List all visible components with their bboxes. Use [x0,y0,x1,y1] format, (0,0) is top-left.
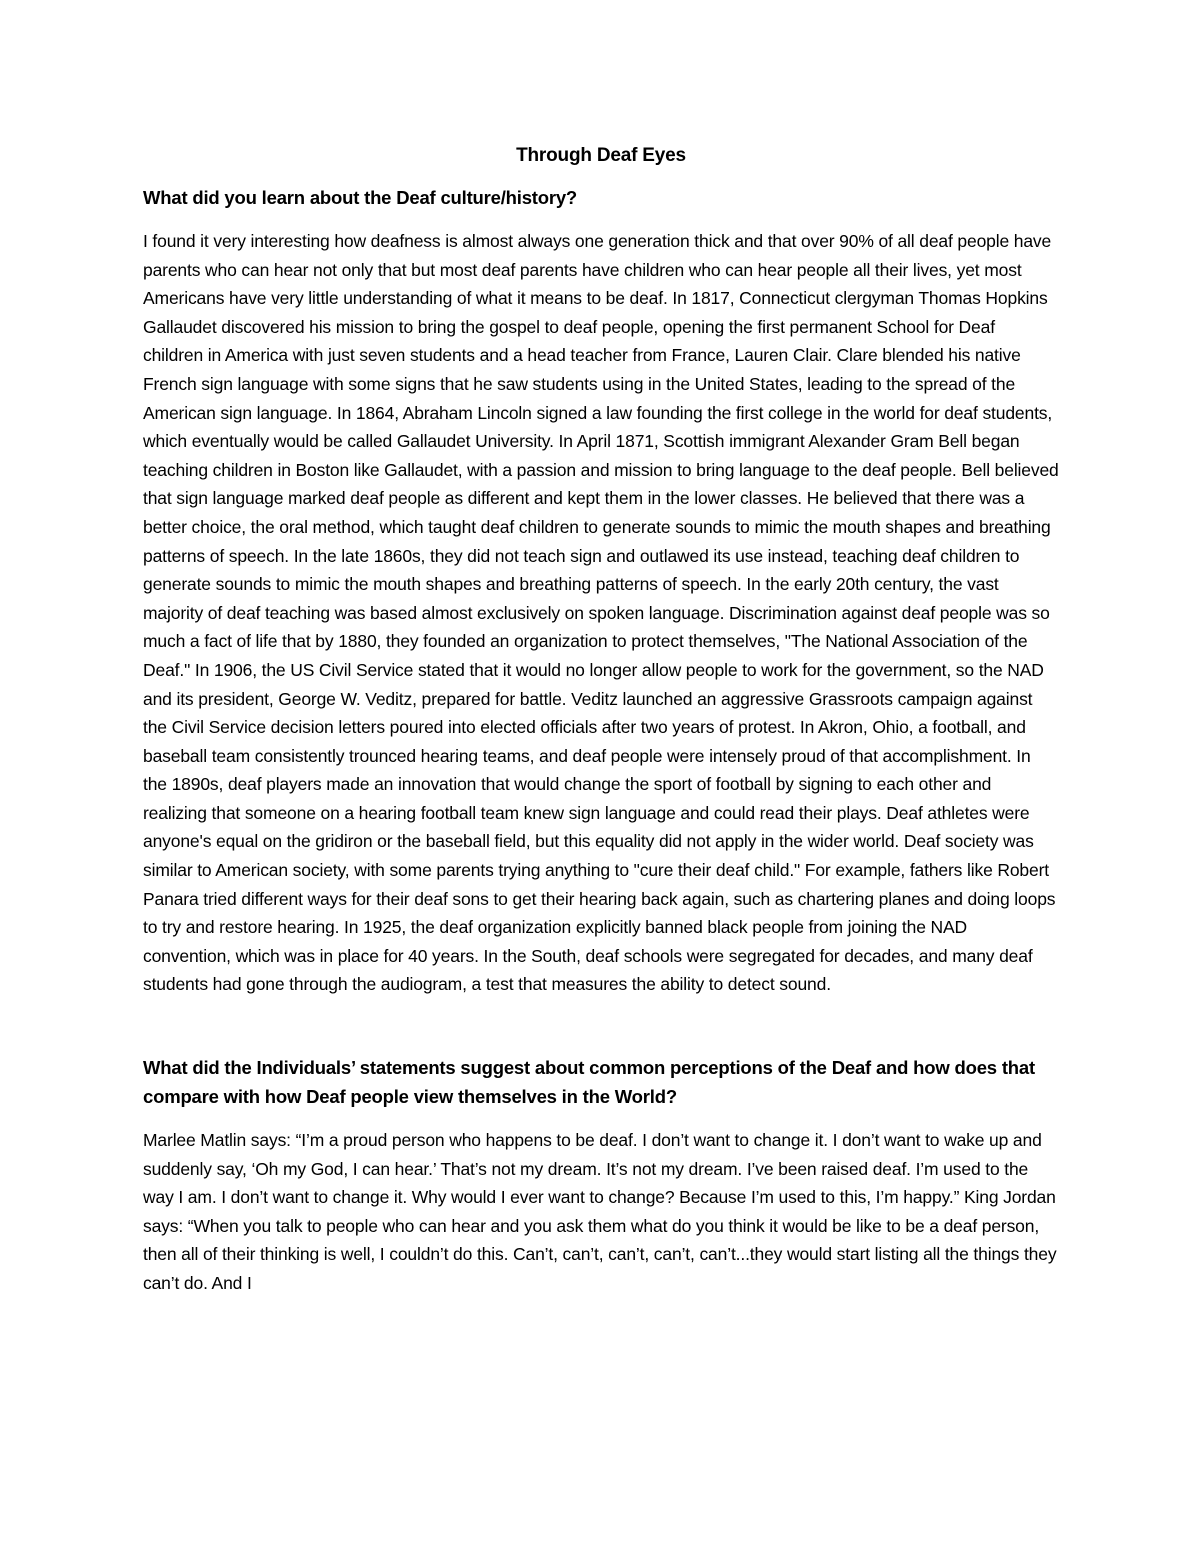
question-heading-1: What did you learn about the Deaf culture/history? [143,187,578,208]
answer-paragraph-1: I found it very interesting how deafness is almost always one generation thick and that over 90% of all deaf people have parents who can hear not only that but most deaf parents have children who can hear people all their lives, yet most Americans have very little understanding of what it means to be deaf. In 1817, Connecticut clergyman Thomas Hopkins Gallaudet discovered his mission to bring the gospel to deaf people, opening the first permanent School for Deaf children in America with just seven students and a head teacher from France, Lauren Clair. Clare blended his native French sign language with some signs that he saw students using in the United States, leading to the spread of the American sign language. In 1864, Abraham Lincoln signed a law founding the first college in the world for deaf students, which eventually would be called Gallaudet University. In April 1871, Scottish immigrant Alexander Gram Bell began teaching children in Boston like Gallaudet, with a passion and mission to bring language to the deaf people. Bell believed that sign language marked deaf people as different and kept them in the lower classes. He believed that there was a better choice, the oral method, which taught deaf children to generate sounds to mimic the mouth shapes and breathing patterns of speech. In the late 1860s, they did not teach sign and outlawed its use instead, teaching deaf children to generate sounds to mimic the mouth shapes and breathing patterns of speech. In the early 20th century, the vast majority of deaf teaching was based almost exclusively on spoken language. Discrimination against deaf people was so much a fact of life that by 1880, they founded an organization to protect themselves, "The National Association of the Deaf." In 1906, the US Civil Service stated that it would no longer allow people to work for the government, so the NAD and its president, George W. Veditz, prepared for battle. Veditz launched an aggressive Grassroots campaign against the Civil Service decision letters poured into elected officials after two years of protest. In Akron, Ohio, a football, and baseball team consistently trounced hearing teams, and deaf people were intensely proud of that accomplishment. In the 1890s, deaf players made an innovation that would change the sport of football by signing to each other and realizing that someone on a hearing football team knew sign language and could read their plays. Deaf athletes were anyone's equal on the gridiron or the baseball field, but this equality did not apply in the wider world. Deaf society was similar to American society, with some parents trying anything to "cure their deaf child." For example, fathers like Robert Panara tried different ways for their deaf sons to get their hearing back again, such as chartering planes and doing loops to try and restore hearing. In 1925, the deaf organization explicitly banned black people from joining the NAD convention, which was in place for 40 years. In the South, deaf schools were segregated for decades, and many deaf students had gone through the audiogram, a test that measures the ability to detect sound. [143,231,1059,995]
answer-paragraph-2: Marlee Matlin says: “I’m a proud person who happens to be deaf. I don’t want to change it. I don’t want to wake up and suddenly say, ‘Oh my God, I can hear.’ That’s not my dream. It’s not my dream. I’ve been raised deaf. I’m used to the way I am. I don’t want to change it. Why would I ever want to change? Because I’m used to this, I’m happy.” King Jordan says: “When you talk to people who can hear and you ask them what do you think it would be like to be a deaf person, then all of their thinking is well, I couldn’t do this. Can’t, can’t, can’t, can’t, can’t...they would start listing all the things they can’t do. And I [143,1130,1057,1293]
document-page [143,142,1059,1298]
document-title: Through Deaf Eyes [516,145,686,166]
question-heading-2: What did the Individuals’ statements suggest about common perceptions of the Deaf and how does that compare with how Deaf people view themselves in the World? [143,1057,1035,1108]
